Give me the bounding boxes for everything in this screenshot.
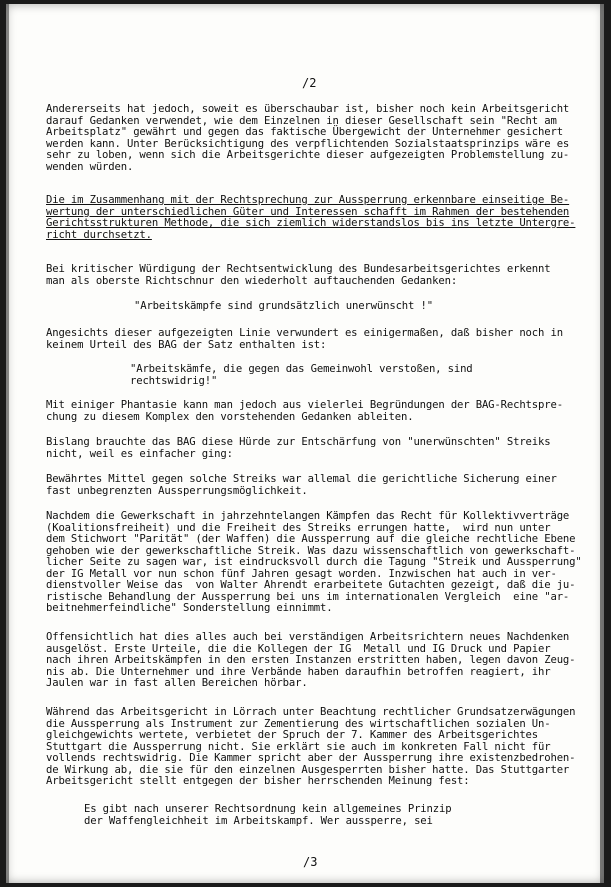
quote-2: "Arbeitskämfe, die gegen das Gemeinwohl verstoßen, sind rechtswidrig!" [130, 363, 473, 387]
scan-edge-right [600, 4, 604, 883]
scan-edge-left [6, 4, 9, 883]
paragraph-4: Angesichts dieser aufgezeigten Linie verwundert es einigermaßen, daß bisher noch in keinem Urteil des BAG der Satz enthalten ist: [46, 327, 563, 351]
paragraph-2: Die im Zusammenhang mit der Rechtsprechung zur Aussperrung erkennbare einseitige Be- wertung der unterschiedlichen Güter und Interessen schafft im Rahmen der bestehenden Gerichtsstrukturen Methode, die sich ziemlich widerstandslos bis ins letzte Untergre- richt durchsetzt. [46, 194, 576, 241]
quote-3: Es gibt nach unserer Rechtsordnung kein allgemeines Prinzip der Waffengleichheit im Arbeitskampf. Wer aussperre, sei [84, 803, 452, 827]
paragraph-10: Während das Arbeitsgericht in Lörrach unter Beachtung rechtlicher Grundsatzerwägungen die Aussperrung als Instrument zur Zementierung des wirtschaftlichen sozialen Un- gleichgewichts wertete, verbietet der Spruch der 7. Kammer des Arbeitsgerichtes Stuttgart die Aussperrung nicht. Sie erklärt sie auch im konkreten Fall nicht für vollends rechtswidrig. Die Kammer spricht aber der Aussperrung ihre existenzbedrohen- de Wirkung ab, die sie für den einzelnen Ausgesperrten bisher hatte. Das Stuttgarter Arbeitsgericht stellt entgegen der bisher herrschenden Meinung fest: [46, 706, 576, 787]
paragraph-8: Nachdem die Gewerkschaft in jahrzehntelangen Kämpfen das Recht für Kollektivverträge (Koalitionsfreiheit) und die Freiheit des Streiks errungen hatte, wird nun unter dem Stichwort "Parität" (der Waffen) die Aussperrung auf die gleiche rechtliche Ebene gehoben wie der gewerkschaftliche Streik. Was dazu wissenschaftlich von gewerkschaft- licher Seite zu sagen war, ist eindrucksvoll durch die Tagung "Streik und Aussperrung" der IG Metall vor nun schon fünf Jahren gesagt worden. Inzwischen hat auch in ver- dienstvoller Weise das von Walter Ahrendt erarbeitete Gutachten gezeigt, daß die ju- ristische Behandlung der Aussperrung bei uns im internationalen Vergleich eine "ar- beitnehmerfeindliche" Sonderstellung einnimmt. [46, 510, 582, 614]
paragraph-7: Bewährtes Mittel gegen solche Streiks war allemal die gerichtliche Sicherung einer fast unbegrenzten Aussperrungsmöglichkeit. [46, 473, 557, 497]
paragraph-9: Offensichtlich hat dies alles auch bei verständigen Arbeitsrichtern neues Nachdenken ausgelöst. Erste Urteile, die die Kollegen der IG Metall und IG Druck und Papier nach ihren Arbeitskämpfen in den ersten Instanzen erstritten haben, legen davon Zeug- nis ab. Die Unternehmer und ihre Verbände haben daraufhin betroffen reagiert, ihr Jaulen war in fast allen Bereichen hörbar. [46, 631, 576, 689]
paragraph-3: Bei kritischer Würdigung der Rechtsentwicklung des Bundesarbeitsgerichtes erkennt man als oberste Richtschnur den wiederholt auftauchenden Gedanken: [46, 263, 551, 287]
paragraph-5: Mit einiger Phantasie kann man jedoch aus vielerlei Begründungen der BAG-Rechtspre- chung zu diesem Komplex den vorstehenden Gedanken ableiten. [46, 399, 563, 423]
page-number-bottom: /3 [303, 855, 318, 869]
document-page [6, 4, 604, 883]
paragraph-6: Bislang brauchte das BAG diese Hürde zur Entschärfung von "unerwünschten" Streiks nicht, weil es einfacher ging: [46, 436, 551, 460]
page-number-top: /2 [302, 76, 317, 90]
paragraph-1: Andererseits hat jedoch, soweit es überschaubar ist, bisher noch kein Arbeitsgericht darauf Gedanken verwendet, wie dem Einzelnen in dieser Gesellschaft sein "Recht am Arbeitsplatz" gewährt und gegen das faktische Übergewicht der Unternehmer gesichert werden kann. Unter Berücksichtigung des verpflichtenden Sozialstaatsprinzips wäre es sehr zu loben, wenn sich die Arbeitsgerichte dieser aufgezeigten Problemstellung zu- wenden würden. [46, 103, 570, 173]
quote-1: "Arbeitskämpfe sind grundsätzlich unerwünscht !" [134, 300, 433, 312]
